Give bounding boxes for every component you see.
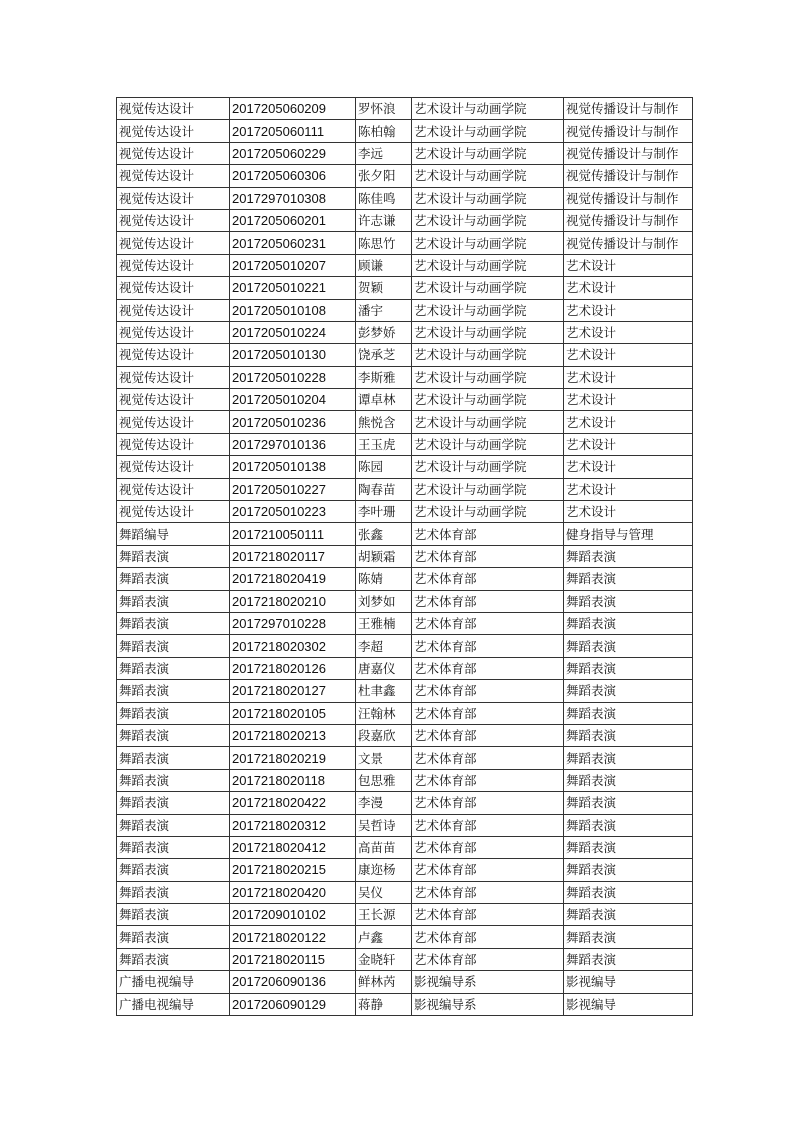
name-cell: 高苗苗	[356, 836, 412, 858]
student-id-cell: 2017205060201	[230, 209, 356, 231]
program-cell: 舞蹈表演	[564, 926, 693, 948]
student-id-cell: 2017205010108	[230, 299, 356, 321]
program-cell: 视觉传播设计与制作	[564, 142, 693, 164]
student-id-cell: 2017205010228	[230, 366, 356, 388]
major-cell: 舞蹈表演	[117, 747, 230, 769]
program-cell: 视觉传播设计与制作	[564, 120, 693, 142]
department-cell: 艺术体育部	[412, 948, 564, 970]
table-row	[117, 993, 693, 1015]
table-row	[117, 971, 693, 993]
name-cell: 王雅楠	[356, 612, 412, 634]
program-cell: 舞蹈表演	[564, 612, 693, 634]
program-cell: 舞蹈表演	[564, 635, 693, 657]
department-cell: 艺术体育部	[412, 545, 564, 567]
table-row	[117, 254, 693, 276]
name-cell: 陈思竹	[356, 232, 412, 254]
student-id-cell: 2017218020215	[230, 859, 356, 881]
table-row	[117, 209, 693, 231]
program-cell: 舞蹈表演	[564, 904, 693, 926]
major-cell: 视觉传达设计	[117, 321, 230, 343]
table-row	[117, 724, 693, 746]
major-cell: 视觉传达设计	[117, 187, 230, 209]
table-row	[117, 612, 693, 634]
program-cell: 视觉传播设计与制作	[564, 187, 693, 209]
department-cell: 艺术设计与动画学院	[412, 456, 564, 478]
major-cell: 舞蹈表演	[117, 545, 230, 567]
department-cell: 艺术设计与动画学院	[412, 389, 564, 411]
department-cell: 艺术设计与动画学院	[412, 277, 564, 299]
student-id-cell: 2017205010223	[230, 501, 356, 523]
name-cell: 胡颖霜	[356, 545, 412, 567]
major-cell: 舞蹈表演	[117, 814, 230, 836]
major-cell: 舞蹈表演	[117, 769, 230, 791]
department-cell: 艺术设计与动画学院	[412, 165, 564, 187]
program-cell: 影视编导	[564, 971, 693, 993]
name-cell: 杜聿鑫	[356, 680, 412, 702]
program-cell: 艺术设计	[564, 433, 693, 455]
program-cell: 舞蹈表演	[564, 657, 693, 679]
major-cell: 舞蹈表演	[117, 680, 230, 702]
name-cell: 谭卓林	[356, 389, 412, 411]
student-id-cell: 2017209010102	[230, 904, 356, 926]
program-cell: 艺术设计	[564, 501, 693, 523]
department-cell: 艺术体育部	[412, 859, 564, 881]
department-cell: 艺术设计与动画学院	[412, 411, 564, 433]
name-cell: 唐嘉仪	[356, 657, 412, 679]
major-cell: 视觉传达设计	[117, 254, 230, 276]
program-cell: 舞蹈表演	[564, 702, 693, 724]
major-cell: 舞蹈表演	[117, 948, 230, 970]
department-cell: 艺术设计与动画学院	[412, 120, 564, 142]
student-id-cell: 2017205060306	[230, 165, 356, 187]
table-row	[117, 120, 693, 142]
department-cell: 艺术设计与动画学院	[412, 209, 564, 231]
table-row	[117, 836, 693, 858]
program-cell: 舞蹈表演	[564, 836, 693, 858]
student-id-cell: 2017205060229	[230, 142, 356, 164]
name-cell: 潘宇	[356, 299, 412, 321]
major-cell: 视觉传达设计	[117, 433, 230, 455]
name-cell: 李斯雅	[356, 366, 412, 388]
name-cell: 李叶珊	[356, 501, 412, 523]
program-cell: 影视编导	[564, 993, 693, 1015]
major-cell: 舞蹈表演	[117, 590, 230, 612]
table-row	[117, 456, 693, 478]
major-cell: 舞蹈表演	[117, 859, 230, 881]
name-cell: 汪翰林	[356, 702, 412, 724]
table-row	[117, 142, 693, 164]
student-id-cell: 2017218020210	[230, 590, 356, 612]
table-row	[117, 568, 693, 590]
table-row	[117, 747, 693, 769]
program-cell: 艺术设计	[564, 456, 693, 478]
department-cell: 影视编导系	[412, 993, 564, 1015]
student-id-cell: 2017218020115	[230, 948, 356, 970]
department-cell: 艺术设计与动画学院	[412, 299, 564, 321]
program-cell: 艺术设计	[564, 411, 693, 433]
student-id-cell: 2017205010130	[230, 344, 356, 366]
major-cell: 视觉传达设计	[117, 456, 230, 478]
program-cell: 视觉传播设计与制作	[564, 98, 693, 120]
department-cell: 艺术设计与动画学院	[412, 232, 564, 254]
program-cell: 艺术设计	[564, 254, 693, 276]
department-cell: 艺术体育部	[412, 612, 564, 634]
table-row	[117, 187, 693, 209]
name-cell: 陈佳鸣	[356, 187, 412, 209]
student-id-cell: 2017218020419	[230, 568, 356, 590]
student-id-cell: 2017206090136	[230, 971, 356, 993]
name-cell: 吴哲诗	[356, 814, 412, 836]
name-cell: 金晓轩	[356, 948, 412, 970]
program-cell: 舞蹈表演	[564, 769, 693, 791]
table-row	[117, 814, 693, 836]
student-id-cell: 2017218020312	[230, 814, 356, 836]
student-id-cell: 2017205010138	[230, 456, 356, 478]
name-cell: 文景	[356, 747, 412, 769]
major-cell: 视觉传达设计	[117, 478, 230, 500]
table-body	[117, 98, 693, 1016]
department-cell: 艺术体育部	[412, 702, 564, 724]
major-cell: 视觉传达设计	[117, 142, 230, 164]
department-cell: 艺术体育部	[412, 881, 564, 903]
major-cell: 舞蹈表演	[117, 568, 230, 590]
major-cell: 舞蹈表演	[117, 635, 230, 657]
major-cell: 视觉传达设计	[117, 209, 230, 231]
program-cell: 舞蹈表演	[564, 590, 693, 612]
major-cell: 视觉传达设计	[117, 344, 230, 366]
department-cell: 艺术设计与动画学院	[412, 321, 564, 343]
program-cell: 艺术设计	[564, 344, 693, 366]
program-cell: 艺术设计	[564, 389, 693, 411]
major-cell: 视觉传达设计	[117, 366, 230, 388]
student-id-cell: 2017205010227	[230, 478, 356, 500]
program-cell: 舞蹈表演	[564, 680, 693, 702]
program-cell: 舞蹈表演	[564, 724, 693, 746]
student-id-cell: 2017205010221	[230, 277, 356, 299]
student-id-cell: 2017205010224	[230, 321, 356, 343]
table-row	[117, 411, 693, 433]
major-cell: 视觉传达设计	[117, 165, 230, 187]
major-cell: 舞蹈表演	[117, 904, 230, 926]
program-cell: 艺术设计	[564, 321, 693, 343]
department-cell: 艺术设计与动画学院	[412, 187, 564, 209]
name-cell: 彭梦娇	[356, 321, 412, 343]
department-cell: 艺术体育部	[412, 680, 564, 702]
table-row	[117, 523, 693, 545]
student-id-cell: 2017205060209	[230, 98, 356, 120]
student-id-cell: 2017218020127	[230, 680, 356, 702]
major-cell: 视觉传达设计	[117, 411, 230, 433]
department-cell: 艺术体育部	[412, 836, 564, 858]
department-cell: 艺术设计与动画学院	[412, 344, 564, 366]
student-id-cell: 2017218020302	[230, 635, 356, 657]
student-id-cell: 2017297010228	[230, 612, 356, 634]
table-row	[117, 680, 693, 702]
name-cell: 刘梦如	[356, 590, 412, 612]
major-cell: 舞蹈编导	[117, 523, 230, 545]
major-cell: 视觉传达设计	[117, 232, 230, 254]
table-row	[117, 433, 693, 455]
table-row	[117, 299, 693, 321]
major-cell: 视觉传达设计	[117, 98, 230, 120]
table-row	[117, 792, 693, 814]
student-id-cell: 2017205010207	[230, 254, 356, 276]
department-cell: 艺术体育部	[412, 904, 564, 926]
department-cell: 艺术设计与动画学院	[412, 478, 564, 500]
program-cell: 舞蹈表演	[564, 814, 693, 836]
table-row	[117, 478, 693, 500]
student-id-cell: 2017297010136	[230, 433, 356, 455]
name-cell: 张夕阳	[356, 165, 412, 187]
name-cell: 吴仪	[356, 881, 412, 903]
major-cell: 视觉传达设计	[117, 120, 230, 142]
major-cell: 舞蹈表演	[117, 724, 230, 746]
major-cell: 广播电视编导	[117, 993, 230, 1015]
student-id-cell: 2017218020122	[230, 926, 356, 948]
name-cell: 饶承芝	[356, 344, 412, 366]
program-cell: 舞蹈表演	[564, 948, 693, 970]
department-cell: 艺术体育部	[412, 568, 564, 590]
student-id-cell: 2017218020213	[230, 724, 356, 746]
name-cell: 卢鑫	[356, 926, 412, 948]
program-cell: 视觉传播设计与制作	[564, 232, 693, 254]
program-cell: 艺术设计	[564, 277, 693, 299]
name-cell: 贺颖	[356, 277, 412, 299]
name-cell: 罗怀浪	[356, 98, 412, 120]
department-cell: 艺术体育部	[412, 769, 564, 791]
name-cell: 王长源	[356, 904, 412, 926]
table-row	[117, 277, 693, 299]
program-cell: 舞蹈表演	[564, 881, 693, 903]
name-cell: 陈婧	[356, 568, 412, 590]
student-id-cell: 2017218020420	[230, 881, 356, 903]
table-row	[117, 769, 693, 791]
table-row	[117, 590, 693, 612]
student-id-cell: 2017205060111	[230, 120, 356, 142]
student-id-cell: 2017218020126	[230, 657, 356, 679]
student-id-cell: 2017210050111	[230, 523, 356, 545]
department-cell: 艺术设计与动画学院	[412, 501, 564, 523]
student-id-cell: 2017205060231	[230, 232, 356, 254]
major-cell: 视觉传达设计	[117, 277, 230, 299]
department-cell: 艺术体育部	[412, 523, 564, 545]
department-cell: 艺术设计与动画学院	[412, 254, 564, 276]
program-cell: 舞蹈表演	[564, 545, 693, 567]
major-cell: 舞蹈表演	[117, 702, 230, 724]
department-cell: 艺术体育部	[412, 657, 564, 679]
department-cell: 艺术体育部	[412, 747, 564, 769]
name-cell: 李超	[356, 635, 412, 657]
department-cell: 艺术体育部	[412, 814, 564, 836]
student-id-cell: 2017218020412	[230, 836, 356, 858]
name-cell: 陈柏翰	[356, 120, 412, 142]
program-cell: 艺术设计	[564, 478, 693, 500]
name-cell: 包思雅	[356, 769, 412, 791]
department-cell: 艺术体育部	[412, 724, 564, 746]
program-cell: 舞蹈表演	[564, 568, 693, 590]
table-row	[117, 545, 693, 567]
major-cell: 广播电视编导	[117, 971, 230, 993]
table-row	[117, 321, 693, 343]
department-cell: 艺术设计与动画学院	[412, 366, 564, 388]
table-row	[117, 98, 693, 120]
student-id-cell: 2017205010204	[230, 389, 356, 411]
table-row	[117, 232, 693, 254]
student-id-cell: 2017218020105	[230, 702, 356, 724]
table-row	[117, 501, 693, 523]
name-cell: 鲜林芮	[356, 971, 412, 993]
student-id-cell: 2017205010236	[230, 411, 356, 433]
department-cell: 艺术体育部	[412, 926, 564, 948]
table-row	[117, 344, 693, 366]
department-cell: 艺术设计与动画学院	[412, 98, 564, 120]
table-row	[117, 657, 693, 679]
name-cell: 陶春苗	[356, 478, 412, 500]
name-cell: 张鑫	[356, 523, 412, 545]
student-id-cell: 2017218020219	[230, 747, 356, 769]
major-cell: 视觉传达设计	[117, 501, 230, 523]
student-id-cell: 2017218020118	[230, 769, 356, 791]
name-cell: 熊悦含	[356, 411, 412, 433]
student-id-cell: 2017206090129	[230, 993, 356, 1015]
program-cell: 舞蹈表演	[564, 859, 693, 881]
table-row	[117, 366, 693, 388]
program-cell: 视觉传播设计与制作	[564, 209, 693, 231]
table-row	[117, 926, 693, 948]
major-cell: 舞蹈表演	[117, 836, 230, 858]
program-cell: 艺术设计	[564, 299, 693, 321]
table-row	[117, 904, 693, 926]
major-cell: 舞蹈表演	[117, 657, 230, 679]
department-cell: 艺术体育部	[412, 590, 564, 612]
program-cell: 舞蹈表演	[564, 747, 693, 769]
table-row	[117, 702, 693, 724]
major-cell: 舞蹈表演	[117, 926, 230, 948]
student-id-cell: 2017297010308	[230, 187, 356, 209]
department-cell: 影视编导系	[412, 971, 564, 993]
table-row	[117, 881, 693, 903]
major-cell: 舞蹈表演	[117, 612, 230, 634]
program-cell: 艺术设计	[564, 366, 693, 388]
name-cell: 许志谦	[356, 209, 412, 231]
program-cell: 舞蹈表演	[564, 792, 693, 814]
name-cell: 蒋静	[356, 993, 412, 1015]
department-cell: 艺术设计与动画学院	[412, 142, 564, 164]
program-cell: 健身指导与管理	[564, 523, 693, 545]
table-row	[117, 859, 693, 881]
major-cell: 舞蹈表演	[117, 792, 230, 814]
student-id-cell: 2017218020117	[230, 545, 356, 567]
program-cell: 视觉传播设计与制作	[564, 165, 693, 187]
major-cell: 视觉传达设计	[117, 389, 230, 411]
student-id-cell: 2017218020422	[230, 792, 356, 814]
name-cell: 李远	[356, 142, 412, 164]
student-table	[116, 97, 693, 1016]
table-row	[117, 389, 693, 411]
table-row	[117, 635, 693, 657]
name-cell: 段嘉欣	[356, 724, 412, 746]
name-cell: 陈园	[356, 456, 412, 478]
table-row	[117, 165, 693, 187]
table-row	[117, 948, 693, 970]
major-cell: 舞蹈表演	[117, 881, 230, 903]
name-cell: 李漫	[356, 792, 412, 814]
major-cell: 视觉传达设计	[117, 299, 230, 321]
department-cell: 艺术体育部	[412, 792, 564, 814]
name-cell: 王玉虎	[356, 433, 412, 455]
department-cell: 艺术设计与动画学院	[412, 433, 564, 455]
name-cell: 顾谦	[356, 254, 412, 276]
name-cell: 康迩杨	[356, 859, 412, 881]
department-cell: 艺术体育部	[412, 635, 564, 657]
